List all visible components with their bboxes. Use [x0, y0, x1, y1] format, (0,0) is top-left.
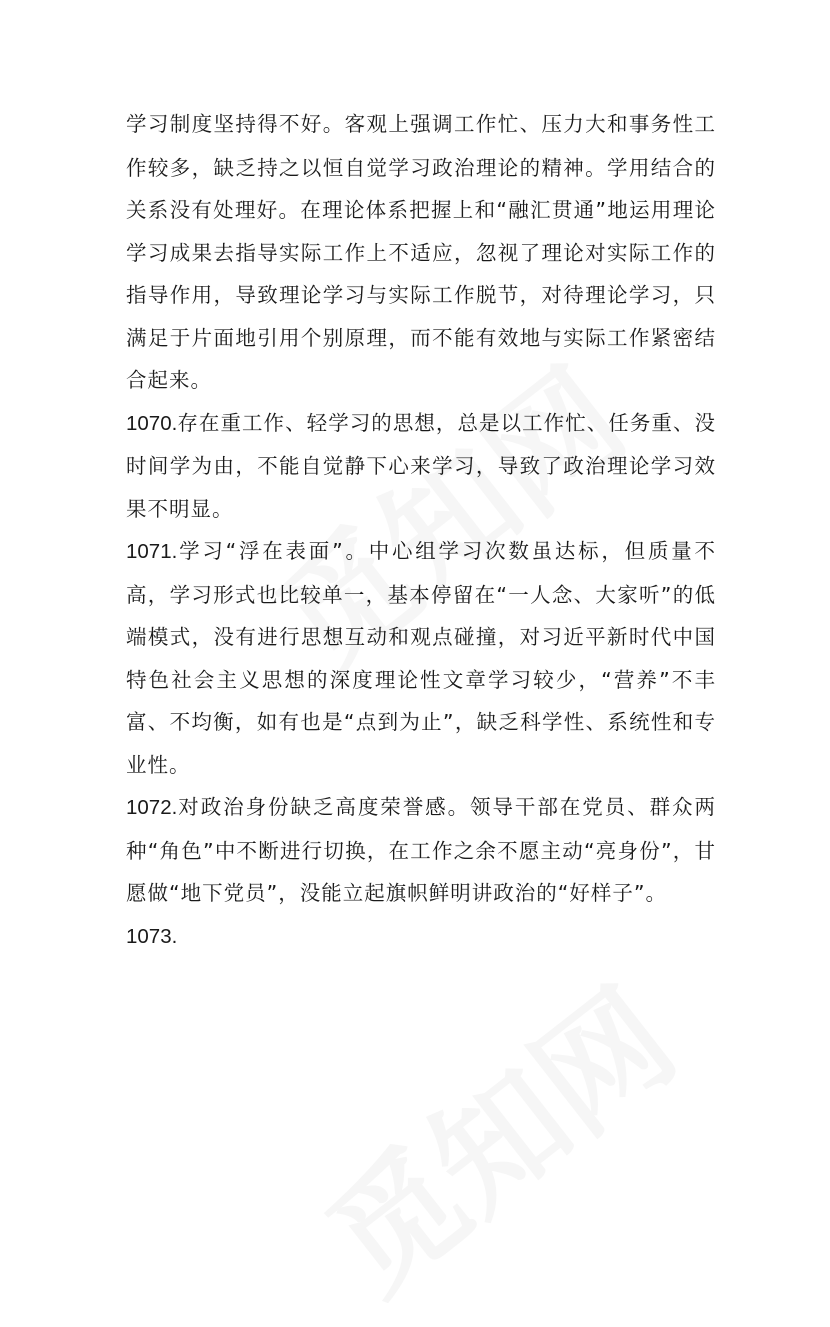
paragraph: [126, 103, 716, 402]
item-number: 1071.: [126, 540, 178, 563]
item-number: 1073.: [126, 924, 178, 948]
item-number: 1070.: [126, 411, 178, 435]
item-number: 1072.: [126, 796, 178, 819]
paragraph-text: 学习“浮在表面”。中心组学习次数虽达标，但质量不高，学习形式也比较单一，基本停留在“一人念、大家听”的低端模式，没有进行思想互动和观点碰撞，对习近平新时代中国特色社会主义思想的深度理论性文章学习较少，“营养”不丰富、不均衡，如有也是“点到为止”，缺乏科学性、系统性和专业性。: [126, 539, 716, 777]
paragraph: [126, 786, 716, 915]
watermark: [284, 940, 706, 1327]
paragraph: [126, 402, 716, 531]
document-body: [126, 103, 716, 958]
paragraph: [126, 530, 716, 786]
paragraph-text: 学习制度坚持得不好。客观上强调工作忙、压力大和事务性工作较多，缺乏持之以恒自觉学习政治理论的精神。学用结合的关系没有处理好。在理论体系把握上和“融汇贯通”地运用理论学习成果去指导实际工作上不适应，忽视了理论对实际工作的指导作用，导致理论学习与实际工作脱节，对待理论学习，只满足于片面地引用个别原理，而不能有效地与实际工作紧密结合起来。: [126, 112, 716, 392]
paragraph-text: 对政治身份缺乏高度荣誉感。领导干部在党员、群众两种“角色”中不断进行切换，在工作之余不愿主动“亮身份”，甘愿做“地下党员”，没能立起旗帜鲜明讲政治的“好样子”。: [126, 795, 716, 905]
paragraph: [126, 915, 716, 959]
paragraph-text: 存在重工作、轻学习的思想，总是以工作忙、任务重、没时间学为由，不能自觉静下心来学习，导致了政治理论学习效果不明显。: [126, 410, 716, 521]
